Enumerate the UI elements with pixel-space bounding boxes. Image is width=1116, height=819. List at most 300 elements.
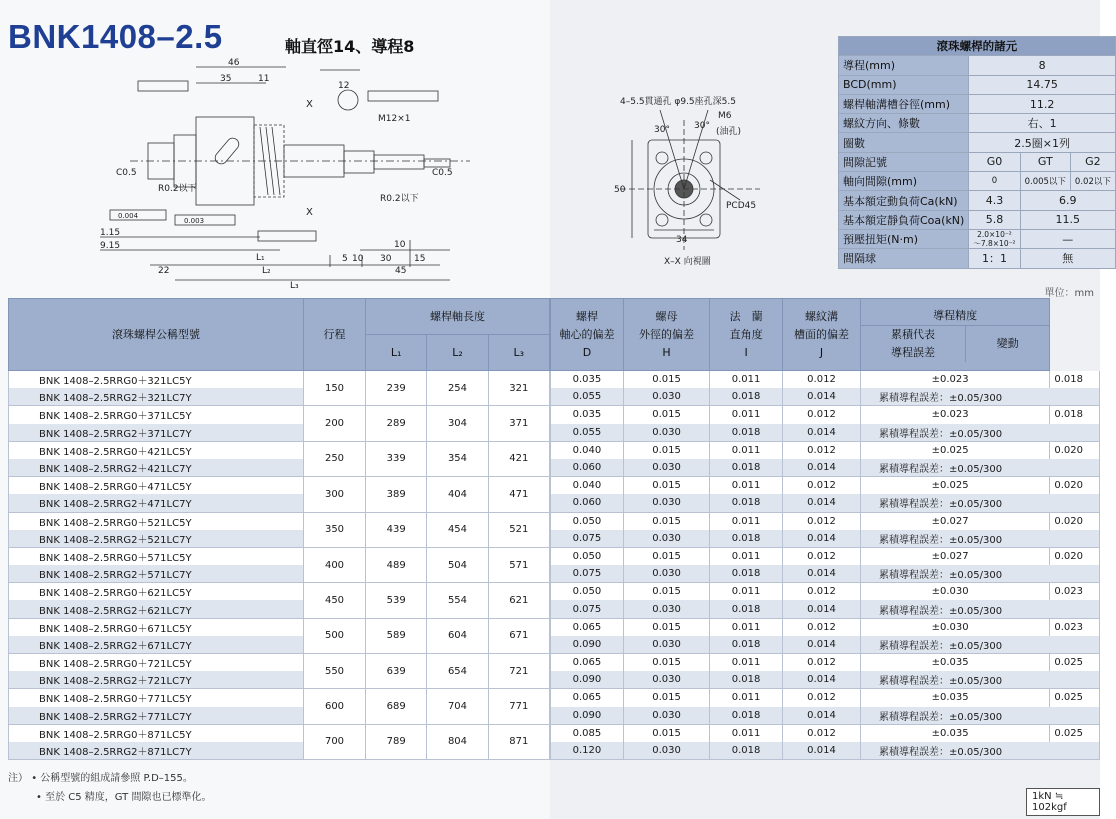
- dim-tol1: 1.15: [100, 228, 121, 238]
- var-cell: 0.018: [1050, 371, 1100, 389]
- dim-c05a: C0.5: [116, 168, 137, 178]
- h-cell: 0.015: [623, 618, 709, 636]
- model-cell: BNK 1408–2.5RRG2＋621LC7Y: [9, 600, 304, 618]
- l3-cell: 571: [488, 547, 549, 582]
- spec-clearance-value: GT: [1020, 152, 1070, 171]
- table-row: [551, 547, 1100, 565]
- section-x-bot: X: [306, 207, 313, 218]
- l2-cell: 454: [427, 512, 488, 547]
- d-cell: 0.065: [551, 618, 624, 636]
- i-cell: 0.018: [710, 424, 783, 442]
- d-cell: 0.120: [551, 742, 624, 760]
- l2-cell: 704: [427, 689, 488, 724]
- model-cell: BNK 1408–2.5RRG2＋871LC7Y: [9, 742, 304, 760]
- dim-11: 11: [258, 74, 270, 84]
- acc-cell: 累積導程誤差：±0.05/300: [860, 742, 1099, 760]
- model-cell: BNK 1408–2.5RRG2＋371LC7Y: [9, 424, 304, 442]
- spec-ca-value-2: 6.9: [1020, 191, 1115, 210]
- table-row: [551, 459, 1100, 477]
- var-cell: 0.023: [1050, 583, 1100, 601]
- dim-5: 5: [342, 254, 348, 264]
- table-row: [551, 654, 1100, 672]
- header-pitch-title: 導程精度: [861, 307, 1049, 326]
- l1-cell: 289: [366, 406, 427, 441]
- l2-cell: 804: [427, 724, 488, 759]
- h-cell: 0.030: [623, 707, 709, 725]
- d-cell: 0.055: [551, 424, 624, 442]
- spec-label: 螺紋方向、條數: [839, 114, 969, 133]
- acc-cell: ±0.023: [860, 371, 1049, 389]
- spec-ca-value-1: 4.3: [969, 191, 1020, 210]
- dim-15: 15: [414, 254, 426, 264]
- model-cell: BNK 1408–2.5RRG0＋621LC5Y: [9, 583, 304, 601]
- spec-label: 圈數: [839, 133, 969, 152]
- spec-torque-value-2: —: [1020, 229, 1115, 248]
- var-cell: 0.020: [1050, 477, 1100, 495]
- model-cell: BNK 1408–2.5RRG0＋771LC5Y: [9, 689, 304, 707]
- l3-cell: 721: [488, 654, 549, 689]
- header-d-l1: 螺桿: [575, 309, 598, 323]
- spec-axial-value: 0: [969, 172, 1020, 191]
- d-cell: 0.090: [551, 707, 624, 725]
- spec-clearance-value: G0: [969, 152, 1020, 171]
- dim-50: 50: [614, 185, 626, 195]
- d-cell: 0.075: [551, 565, 624, 583]
- table-row: [551, 477, 1100, 495]
- dim-l1: L₁: [256, 253, 265, 263]
- i-cell: 0.011: [710, 406, 783, 424]
- spec-axial-label: 軸向間隙(mm): [839, 172, 969, 191]
- model-cell: BNK 1408–2.5RRG2＋421LC7Y: [9, 459, 304, 477]
- h-cell: 0.030: [623, 565, 709, 583]
- h-cell: 0.015: [623, 441, 709, 459]
- left-page: [0, 0, 550, 819]
- j-cell: 0.012: [783, 654, 861, 672]
- acc-cell: 累積導程誤差：±0.05/300: [860, 707, 1099, 725]
- acc-cell: 累積導程誤差：±0.05/300: [860, 530, 1099, 548]
- acc-cell: ±0.025: [860, 477, 1049, 495]
- label-pcd: PCD45: [726, 201, 757, 211]
- footnote-1: [8, 769, 193, 784]
- d-cell: 0.090: [551, 636, 624, 654]
- table-row: [9, 689, 550, 707]
- label-angle-b: 30°: [694, 121, 710, 131]
- h-cell: 0.015: [623, 512, 709, 530]
- dim-r02a: R0.2以下: [158, 184, 197, 194]
- i-cell: 0.011: [710, 441, 783, 459]
- accuracy-table: [550, 298, 1100, 760]
- spec-axial-value: 0.02以下: [1070, 172, 1115, 191]
- stroke-cell: 250: [304, 441, 366, 476]
- l2-cell: 404: [427, 477, 488, 512]
- d-cell: 0.075: [551, 600, 624, 618]
- l1-cell: 439: [366, 512, 427, 547]
- model-table: [8, 298, 550, 760]
- dim-34: 34: [676, 235, 688, 245]
- label-oil: (油孔): [716, 127, 742, 137]
- l2-cell: 554: [427, 583, 488, 618]
- table-row: [9, 654, 550, 672]
- h-cell: 0.030: [623, 388, 709, 406]
- header-i-l1: 法 蘭: [729, 309, 763, 323]
- var-cell: 0.020: [1050, 512, 1100, 530]
- l2-cell: 654: [427, 654, 488, 689]
- j-cell: 0.014: [783, 671, 861, 689]
- acc-cell: ±0.025: [860, 441, 1049, 459]
- header-pitch-cum-l2: 導程誤差: [891, 346, 935, 359]
- stroke-cell: 450: [304, 583, 366, 618]
- j-cell: 0.014: [783, 494, 861, 512]
- page-title: BNK1408–2.5: [8, 18, 223, 55]
- spec-coa-value-2: 11.5: [1020, 210, 1115, 229]
- i-cell: 0.018: [710, 636, 783, 654]
- l3-cell: 321: [488, 371, 549, 406]
- spec-spacer-label: 間隔球: [839, 249, 969, 268]
- table-row: [9, 477, 550, 495]
- header-pitch-var: 變動: [996, 337, 1019, 350]
- spec-value: 2.5圈×1列: [969, 133, 1116, 152]
- l2-cell: 354: [427, 441, 488, 476]
- l1-cell: 789: [366, 724, 427, 759]
- d-cell: 0.035: [551, 406, 624, 424]
- table-row: [9, 618, 550, 636]
- j-cell: 0.014: [783, 459, 861, 477]
- stroke-cell: 550: [304, 654, 366, 689]
- dim-tol2: 9.15: [100, 241, 121, 251]
- spec-spacer-value-1: 1：1: [969, 249, 1020, 268]
- spec-row: [839, 114, 1116, 133]
- header-d-l3: D: [582, 345, 592, 359]
- spec-spacer-value-2: 無: [1020, 249, 1115, 268]
- l3-cell: 871: [488, 724, 549, 759]
- i-cell: 0.011: [710, 724, 783, 742]
- j-cell: 0.012: [783, 406, 861, 424]
- h-cell: 0.015: [623, 724, 709, 742]
- shaft-drawing: [0, 55, 550, 295]
- l1-cell: 539: [366, 583, 427, 618]
- l3-cell: 471: [488, 477, 549, 512]
- l1-cell: 339: [366, 441, 427, 476]
- l2-cell: 604: [427, 618, 488, 653]
- page-subtitle: 軸直徑14、導程8: [285, 37, 415, 56]
- table-row: [551, 424, 1100, 442]
- model-cell: BNK 1408–2.5RRG0＋471LC5Y: [9, 477, 304, 495]
- stroke-cell: 200: [304, 406, 366, 441]
- spec-coa-value-1: 5.8: [969, 210, 1020, 229]
- spec-coa: [839, 210, 1116, 229]
- j-cell: 0.014: [783, 742, 861, 760]
- kgf-note: 1kN ≒ 102kgf: [1026, 788, 1100, 816]
- model-cell: BNK 1408–2.5RRG0＋321LC5Y: [9, 371, 304, 389]
- label-m6: M6: [718, 111, 732, 121]
- spec-clearance-value: G2: [1070, 152, 1115, 171]
- var-cell: 0.025: [1050, 689, 1100, 707]
- table-row: [551, 600, 1100, 618]
- model-cell: BNK 1408–2.5RRG0＋671LC5Y: [9, 618, 304, 636]
- header-h-l3: H: [662, 345, 671, 359]
- model-cell: BNK 1408–2.5RRG0＋721LC5Y: [9, 654, 304, 672]
- header-i-l2: 直角度: [729, 327, 763, 341]
- table-row: [551, 494, 1100, 512]
- h-cell: 0.030: [623, 530, 709, 548]
- table-row: [551, 530, 1100, 548]
- j-cell: 0.014: [783, 636, 861, 654]
- table-row: [551, 441, 1100, 459]
- j-cell: 0.012: [783, 371, 861, 389]
- section-x-top: X: [306, 99, 313, 110]
- h-cell: 0.030: [623, 671, 709, 689]
- l3-cell: 671: [488, 618, 549, 653]
- acc-cell: ±0.035: [860, 724, 1049, 742]
- tol-0004: 0.004: [118, 212, 139, 220]
- h-cell: 0.030: [623, 742, 709, 760]
- var-cell: 0.025: [1050, 724, 1100, 742]
- table-row: [551, 689, 1100, 707]
- j-cell: 0.014: [783, 388, 861, 406]
- d-cell: 0.040: [551, 441, 624, 459]
- table-row: [551, 671, 1100, 689]
- spec-ca: [839, 191, 1116, 210]
- l3-cell: 521: [488, 512, 549, 547]
- table-row: [551, 406, 1100, 424]
- var-cell: 0.023: [1050, 618, 1100, 636]
- header-j-l1: 螺紋溝: [805, 309, 838, 323]
- dim-c05b: C0.5: [432, 168, 453, 178]
- model-cell: BNK 1408–2.5RRG2＋671LC7Y: [9, 636, 304, 654]
- h-cell: 0.015: [623, 406, 709, 424]
- flange-drawing: [550, 90, 840, 270]
- i-cell: 0.018: [710, 494, 783, 512]
- j-cell: 0.014: [783, 600, 861, 618]
- i-cell: 0.011: [710, 371, 783, 389]
- d-cell: 0.060: [551, 459, 624, 477]
- spec-clearance: [839, 152, 1116, 171]
- header-j: [783, 299, 861, 371]
- model-cell: BNK 1408–2.5RRG2＋321LC7Y: [9, 388, 304, 406]
- dim-l2: L₂: [262, 266, 271, 276]
- j-cell: 0.012: [783, 547, 861, 565]
- acc-cell: ±0.023: [860, 406, 1049, 424]
- i-cell: 0.011: [710, 512, 783, 530]
- table-row: [9, 512, 550, 530]
- d-cell: 0.060: [551, 494, 624, 512]
- model-cell: BNK 1408–2.5RRG2＋721LC7Y: [9, 671, 304, 689]
- stroke-cell: 600: [304, 689, 366, 724]
- acc-cell: ±0.027: [860, 512, 1049, 530]
- table-row: [551, 742, 1100, 760]
- header-stroke: 行程: [304, 299, 366, 371]
- acc-cell: ±0.027: [860, 547, 1049, 565]
- j-cell: 0.012: [783, 441, 861, 459]
- footnote-2: • 至於 C5 精度，GT 間隙也已標準化。: [36, 792, 212, 803]
- header-l3: L₃: [488, 335, 549, 371]
- acc-cell: 累積導程誤差：±0.05/300: [860, 388, 1099, 406]
- h-cell: 0.015: [623, 477, 709, 495]
- table-row: [9, 371, 550, 389]
- acc-cell: ±0.030: [860, 583, 1049, 601]
- l2-cell: 304: [427, 406, 488, 441]
- h-cell: 0.015: [623, 654, 709, 672]
- spec-row: [839, 94, 1116, 113]
- dim-l3: L₃: [290, 281, 299, 291]
- h-cell: 0.015: [623, 583, 709, 601]
- model-cell: BNK 1408–2.5RRG0＋521LC5Y: [9, 512, 304, 530]
- h-cell: 0.030: [623, 424, 709, 442]
- table-row: [551, 724, 1100, 742]
- d-cell: 0.055: [551, 388, 624, 406]
- i-cell: 0.018: [710, 707, 783, 725]
- acc-cell: 累積導程誤差：±0.05/300: [860, 565, 1099, 583]
- header-length: 螺桿軸長度: [366, 299, 550, 335]
- acc-cell: ±0.030: [860, 618, 1049, 636]
- l3-cell: 421: [488, 441, 549, 476]
- stroke-cell: 150: [304, 371, 366, 406]
- spec-row: [839, 75, 1116, 94]
- stroke-cell: 500: [304, 618, 366, 653]
- acc-cell: 累積導程誤差：±0.05/300: [860, 671, 1099, 689]
- j-cell: 0.012: [783, 512, 861, 530]
- h-cell: 0.030: [623, 494, 709, 512]
- dim-m12: M12×1: [378, 114, 411, 124]
- l1-cell: 589: [366, 618, 427, 653]
- spec-torque: [839, 229, 1116, 248]
- acc-cell: ±0.035: [860, 654, 1049, 672]
- model-cell: BNK 1408–2.5RRG0＋871LC5Y: [9, 724, 304, 742]
- header-d-l2: 軸心的偏差: [559, 327, 615, 341]
- table-row: [9, 441, 550, 459]
- var-cell: 0.020: [1050, 441, 1100, 459]
- spec-clearance-label: 間隙記號: [839, 152, 969, 171]
- label-flange-holes: 4–5.5貫通孔 φ9.5座孔深5.5: [620, 97, 736, 107]
- i-cell: 0.018: [710, 388, 783, 406]
- spec-row: [839, 133, 1116, 152]
- spec-value: 11.2: [969, 94, 1116, 113]
- stroke-cell: 300: [304, 477, 366, 512]
- stroke-cell: 400: [304, 547, 366, 582]
- j-cell: 0.012: [783, 618, 861, 636]
- table-row: [551, 512, 1100, 530]
- stroke-cell: 350: [304, 512, 366, 547]
- right-page: [550, 0, 1111, 819]
- acc-cell: ±0.035: [860, 689, 1049, 707]
- l3-cell: 371: [488, 406, 549, 441]
- table-row: [551, 707, 1100, 725]
- acc-cell: 累積導程誤差：±0.05/300: [860, 636, 1099, 654]
- header-pitch: [860, 299, 1049, 371]
- model-cell: BNK 1408–2.5RRG2＋771LC7Y: [9, 707, 304, 725]
- i-cell: 0.018: [710, 459, 783, 477]
- acc-cell: 累積導程誤差：±0.05/300: [860, 459, 1099, 477]
- header-d: [551, 299, 624, 371]
- i-cell: 0.018: [710, 565, 783, 583]
- i-cell: 0.011: [710, 654, 783, 672]
- spec-value: 8: [969, 56, 1116, 75]
- spec-table: [838, 36, 1116, 269]
- j-cell: 0.012: [783, 477, 861, 495]
- var-cell: 0.020: [1050, 547, 1100, 565]
- header-l1: L₁: [366, 335, 427, 371]
- var-cell: 0.025: [1050, 654, 1100, 672]
- spec-ca-label: 基本額定動負荷Ca(kN): [839, 191, 969, 210]
- acc-cell: 累積導程誤差：±0.05/300: [860, 600, 1099, 618]
- spec-row: [839, 56, 1116, 75]
- header-h: [623, 299, 709, 371]
- d-cell: 0.065: [551, 654, 624, 672]
- dim-10b: 10: [394, 240, 406, 250]
- header-pitch-cum-l1: 累積代表: [891, 328, 935, 341]
- table-row: [551, 618, 1100, 636]
- dim-46: 46: [228, 58, 240, 68]
- model-cell: BNK 1408–2.5RRG2＋521LC7Y: [9, 530, 304, 548]
- j-cell: 0.014: [783, 707, 861, 725]
- spec-axial-value: 0.005以下: [1020, 172, 1070, 191]
- header-j-l3: J: [819, 345, 824, 359]
- d-cell: 0.050: [551, 547, 624, 565]
- i-cell: 0.018: [710, 742, 783, 760]
- i-cell: 0.011: [710, 477, 783, 495]
- acc-cell: 累積導程誤差：±0.05/300: [860, 494, 1099, 512]
- spec-axial: [839, 172, 1116, 191]
- i-cell: 0.011: [710, 583, 783, 601]
- h-cell: 0.030: [623, 459, 709, 477]
- d-cell: 0.040: [551, 477, 624, 495]
- table-row: [9, 724, 550, 742]
- table-row: [551, 636, 1100, 654]
- spec-value: 14.75: [969, 75, 1116, 94]
- j-cell: 0.012: [783, 583, 861, 601]
- spec-torque-label: 預壓扭矩(N·m): [839, 229, 969, 248]
- i-cell: 0.018: [710, 600, 783, 618]
- l3-cell: 621: [488, 583, 549, 618]
- spec-title: 滾珠螺桿的諸元: [839, 37, 1116, 56]
- table-row: [9, 583, 550, 601]
- d-cell: 0.085: [551, 724, 624, 742]
- table-row: [9, 547, 550, 565]
- dim-r02b: R0.2以下: [380, 194, 419, 204]
- header-model: 滾珠螺桿公稱型號: [9, 299, 304, 371]
- i-cell: 0.011: [710, 689, 783, 707]
- j-cell: 0.012: [783, 724, 861, 742]
- header-pitch-cum: [861, 326, 966, 362]
- d-cell: 0.050: [551, 583, 624, 601]
- d-cell: 0.090: [551, 671, 624, 689]
- h-cell: 0.030: [623, 600, 709, 618]
- l2-cell: 254: [427, 371, 488, 406]
- l1-cell: 689: [366, 689, 427, 724]
- table-row: [551, 583, 1100, 601]
- j-cell: 0.014: [783, 424, 861, 442]
- h-cell: 0.015: [623, 371, 709, 389]
- i-cell: 0.011: [710, 618, 783, 636]
- header-h-l1: 螺母: [655, 309, 678, 323]
- spec-label: 螺桿軸溝槽谷徑(mm): [839, 94, 969, 113]
- i-cell: 0.011: [710, 547, 783, 565]
- table-row: [551, 565, 1100, 583]
- dim-35: 35: [220, 74, 232, 84]
- tol-0003: 0.003: [184, 217, 205, 225]
- unit-label: 單位：mm: [1044, 288, 1094, 299]
- h-cell: 0.030: [623, 636, 709, 654]
- footnote-text-1: • 公稱型號的組成請參照 P.D–155。: [31, 773, 193, 784]
- i-cell: 0.018: [710, 530, 783, 548]
- dim-45: 45: [395, 266, 407, 276]
- l3-cell: 771: [488, 689, 549, 724]
- label-view: X–X 向視圖: [664, 257, 711, 267]
- header-l2: L₂: [427, 335, 488, 371]
- stroke-cell: 700: [304, 724, 366, 759]
- l2-cell: 504: [427, 547, 488, 582]
- dim-12: 12: [338, 81, 350, 91]
